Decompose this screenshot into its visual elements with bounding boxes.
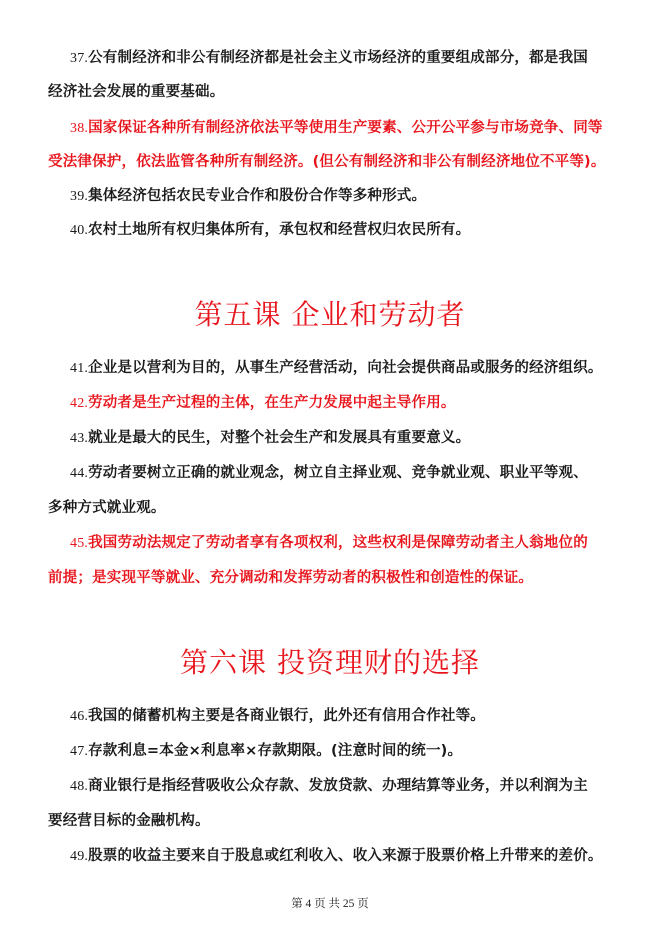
lesson-5-heading: 第五课 企业和劳动者: [194, 298, 466, 331]
item-37-line-1: 37.公有制经济和非公有制经济都是社会主义市场经济的重要组成部分，都是我国: [70, 50, 588, 66]
item-38-line-2: 受法律保护，依法监管各种所有制经济。(但公有制经济和非公有制经济地位不平等)。: [48, 154, 606, 170]
item-number: 46.: [70, 709, 89, 724]
item-number: 45.: [70, 536, 89, 551]
item-42-line-1: 42.劳动者是生产过程的主体，在生产力发展中起主导作用。: [70, 395, 456, 411]
item-41-line-1: 41.企业是以营利为目的，从事生产经营活动，向社会提供商品或服务的经济组织。: [70, 360, 603, 376]
item-number: 43.: [70, 431, 89, 446]
item-45-line-1: 45.我国劳动法规定了劳动者享有各项权利，这些权利是保障劳动者主人翁地位的: [70, 535, 588, 551]
item-number: 38.: [70, 121, 89, 136]
page-footer: 第 4 页 共 25 页: [291, 898, 369, 910]
item-37-line-2: 经济社会发展的重要基础。: [48, 84, 225, 100]
item-number: 40.: [70, 223, 89, 238]
item-38-line-1: 38.国家保证各种所有制经济依法平等使用生产要素、公开公平参与市场竞争、同等: [70, 120, 603, 136]
item-number: 47.: [70, 744, 89, 759]
item-46-line-1: 46.我国的储蓄机构主要是各商业银行，此外还有信用合作社等。: [70, 708, 486, 724]
item-48-line-2: 要经营目标的金融机构。: [48, 813, 210, 829]
lesson-6-heading: 第六课 投资理财的选择: [180, 646, 480, 679]
item-44-line-1: 44.劳动者要树立正确的就业观念，树立自主择业观、竞争就业观、职业平等观、: [70, 465, 588, 481]
item-43-line-1: 43.就业是最大的民生，对整个社会生产和发展具有重要意义。: [70, 430, 471, 446]
item-number: 41.: [70, 361, 89, 376]
item-number: 42.: [70, 396, 89, 411]
item-number: 44.: [70, 466, 89, 481]
item-48-line-1: 48.商业银行是指经营吸收公众存款、发放贷款、办理结算等业务，并以利润为主: [70, 778, 588, 794]
item-number: 48.: [70, 779, 89, 794]
item-number: 39.: [70, 189, 89, 204]
item-49-line-1: 49.股票的收益主要来自于股息或红利收入、收入来源于股票价格上升带来的差价。: [70, 848, 603, 864]
item-44-line-2: 多种方式就业观。: [48, 500, 166, 516]
item-39-line-1: 39.集体经济包括农民专业合作和股份合作等多种形式。: [70, 188, 427, 204]
item-40-line-1: 40.农村土地所有权归集体所有，承包权和经营权归农民所有。: [70, 222, 471, 238]
item-number: 37.: [70, 51, 89, 66]
item-45-line-2: 前提；是实现平等就业、充分调动和发挥劳动者的积极性和创造性的保证。: [48, 570, 534, 586]
item-47-line-1: 47.存款利息=本金×利息率×存款期限。(注意时间的统一)。: [70, 743, 463, 759]
item-number: 49.: [70, 849, 89, 864]
